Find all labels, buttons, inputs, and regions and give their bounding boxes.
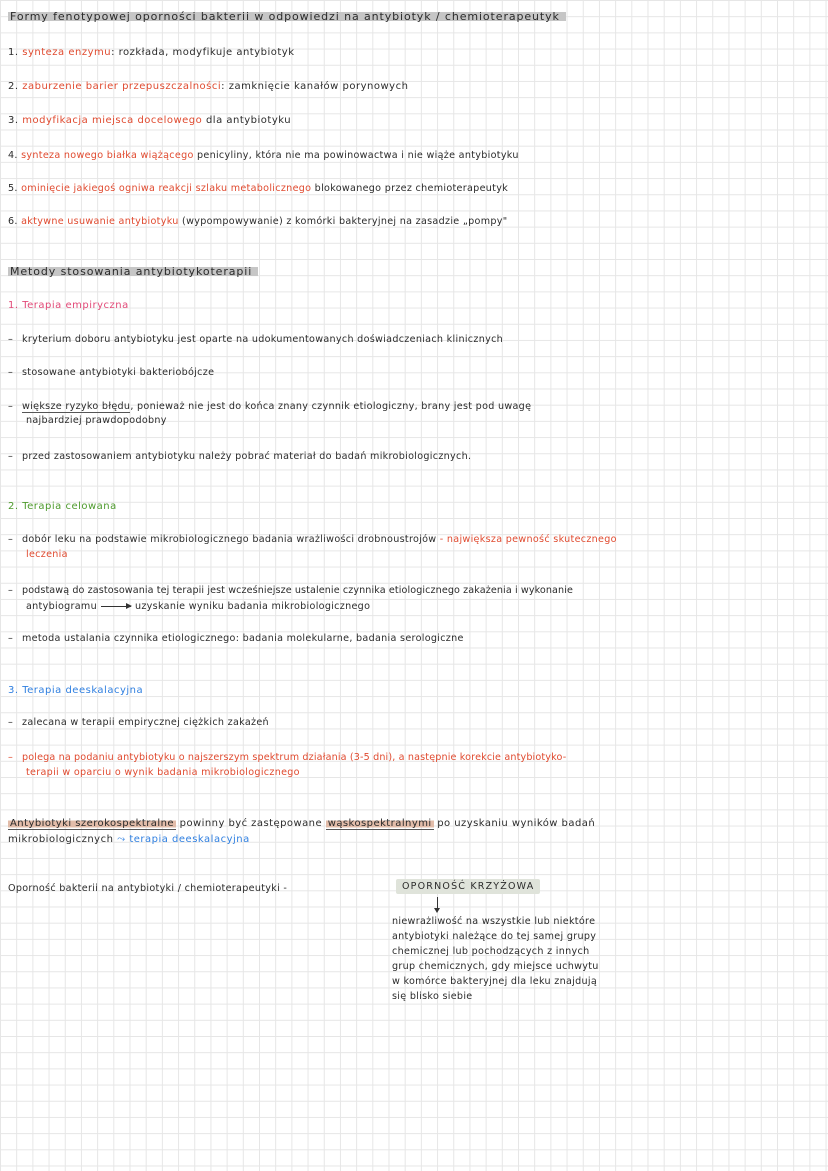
cross-resistance-badge: OPORNOŚĆ KRZYŻOWA [396, 879, 540, 894]
list-item-cont: leczenia [26, 549, 68, 560]
heading-empiric: 1. Terapia empiryczna [8, 300, 129, 311]
list-item: – większe ryzyko błędu, ponieważ nie jest do końca znany czynnik etiologiczny, brany jest pod uwagę [8, 401, 532, 412]
list-item: 4. synteza nowego białka wiążącego penicyliny, która nie ma powinowactwa i nie wiąże antybiotyku [8, 150, 519, 161]
summary-line: Antybiotyki szerokospektralne powinny być zastępowane wąskospektralnymi po uzyskaniu wyników badań [10, 818, 596, 829]
list-item: – zalecana w terapii empirycznej ciężkich zakażeń [8, 717, 269, 728]
down-arrow-icon [437, 897, 438, 911]
definition-line: chemicznej lub pochodzących z innych [392, 946, 590, 957]
list-item: 1. synteza enzymu: rozkłada, modyfikuje antybiotyk [8, 47, 295, 58]
list-item: – metoda ustalania czynnika etiologicznego: badania molekularne, badania serologiczne [8, 633, 464, 644]
summary-line-cont: mikrobiologicznych ⤳ terapia deeskalacyjna [8, 834, 250, 845]
list-item: – podstawą do zastosowania tej terapii jest wcześniejsze ustalenie czynnika etiologicznego zakażenia i wykonanie [8, 585, 573, 596]
list-item: 2. zaburzenie barier przepuszczalności: zamknięcie kanałów porynowych [8, 81, 409, 92]
list-item: – przed zastosowaniem antybiotyku należy pobrać materiał do badań mikrobiologicznych. [8, 451, 472, 462]
definition-line: antybiotyki należące do tej samej grupy [392, 931, 597, 942]
list-item: – kryterium doboru antybiotyku jest oparte na udokumentowanych doświadczeniach klinicznych [8, 334, 504, 345]
list-item: 5. ominięcie jakiegoś ogniwa reakcji szlaku metabolicznego blokowanego przez chemioterapeutyk [8, 183, 509, 194]
list-item: 3. modyfikacja miejsca docelowego dla antybiotyku [8, 115, 292, 126]
title-methods: Metody stosowania antybiotykoterapii [8, 265, 258, 279]
heading-deescalation: 3. Terapia deeskalacyjna [8, 685, 144, 696]
definition-line: grup chemicznych, gdy miejsce uchwytu [392, 961, 599, 972]
definition-line: niewrażliwość na wszystkie lub niektóre [392, 916, 596, 927]
wavy-arrow-icon: ⤳ [117, 834, 126, 845]
definition-line: w komórce bakteryjnej dla leku znajdują [392, 976, 598, 987]
arrow-icon [101, 606, 131, 607]
list-item: – stosowane antybiotyki bakteriobójcze [8, 367, 215, 378]
list-item-cont: terapii w oparciu o wynik badania mikrobiologicznego [26, 767, 300, 778]
list-item-cont: najbardziej prawdopodobny [26, 415, 167, 426]
definition-line: się blisko siebie [392, 991, 473, 1002]
list-item: – polega na podaniu antybiotyku o najszerszym spektrum działania (3-5 dni), a następnie korekcie antybiotyko- [8, 752, 567, 763]
resistance-label: Oporność bakterii na antybiotyki / chemioterapeutyki - [8, 883, 288, 894]
title-resistance-forms: Formy fenotypowej oporności bakterii w odpowiedzi na antybiotyk / chemioterapeutyk [8, 10, 566, 24]
list-item-cont: antybiogramu uzyskanie wyniku badania mikrobiologicznego [26, 601, 371, 612]
list-item: 6. aktywne usuwanie antybiotyku (wypompowywanie) z komórki bakteryjnej na zasadzie „pompy" [8, 216, 508, 227]
list-item: – dobór leku na podstawie mikrobiologicznego badania wrażliwości drobnoustrojów - największa pewność skutecznego [8, 534, 617, 545]
heading-targeted: 2. Terapia celowana [8, 501, 117, 512]
